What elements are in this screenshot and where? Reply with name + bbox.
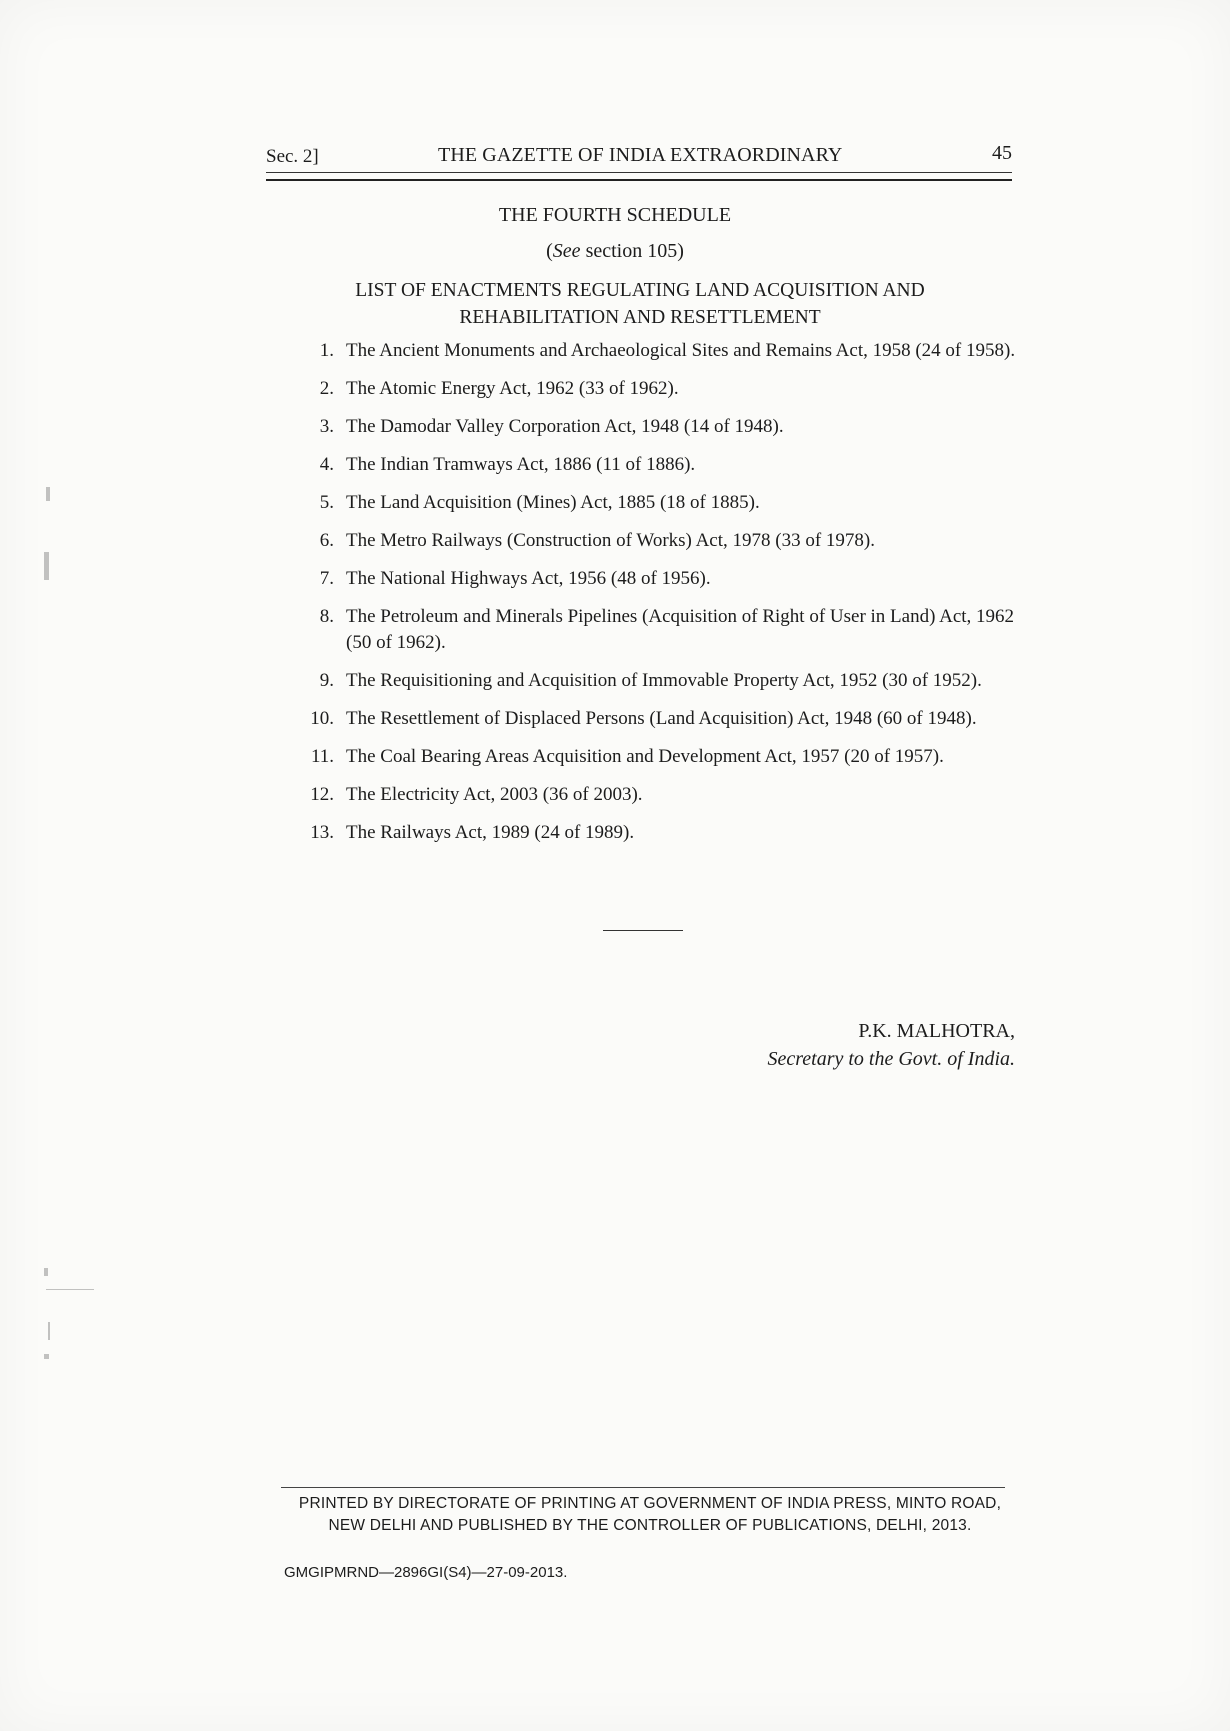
item-text: The Atomic Energy Act, 1962 (33 of 1962). xyxy=(346,378,679,399)
item-text: The Land Acquisition (Mines) Act, 1885 (18 of 1885). xyxy=(346,492,760,513)
item-number: 7. xyxy=(319,568,334,589)
page-number: 45 xyxy=(992,142,1012,164)
item-number: 2. xyxy=(319,378,334,399)
enactment-item xyxy=(300,668,1020,694)
list-heading-line2: REHABILITATION AND RESETTLEMENT xyxy=(459,307,821,328)
list-heading xyxy=(0,277,1230,331)
item-number: 12. xyxy=(310,784,334,805)
enactment-item xyxy=(300,782,1020,808)
scan-artifact xyxy=(46,487,50,501)
imprint-line1: PRINTED BY DIRECTORATE OF PRINTING AT GOVERNMENT OF INDIA PRESS, MINTO ROAD, xyxy=(298,1495,1002,1512)
item-number: 10. xyxy=(310,708,334,729)
signatory-block xyxy=(767,1017,1015,1073)
enactment-item xyxy=(300,604,1020,656)
enactment-item xyxy=(300,706,1020,732)
item-number: 6. xyxy=(319,530,334,551)
enactment-item xyxy=(300,528,1020,554)
item-text: The Metro Railways (Construction of Works) Act, 1978 (33 of 1978). xyxy=(346,530,875,551)
item-text: The Coal Bearing Areas Acquisition and Development Act, 1957 (20 of 1957). xyxy=(346,746,944,767)
item-number: 8. xyxy=(319,606,334,627)
item-number: 13. xyxy=(310,822,334,843)
enactment-item xyxy=(300,376,1020,402)
section-label: Sec. 2] xyxy=(266,146,319,167)
scan-artifact xyxy=(44,1268,48,1276)
section-divider xyxy=(603,930,683,931)
item-text: The Resettlement of Displaced Persons (Land Acquisition) Act, 1948 (60 of 1948). xyxy=(346,708,977,729)
scan-artifact xyxy=(44,1354,49,1359)
printer-imprint xyxy=(280,1493,1020,1537)
see-word: See xyxy=(552,240,581,262)
gazette-header xyxy=(266,142,1012,176)
enactment-item xyxy=(300,566,1020,592)
enactment-item xyxy=(300,490,1020,516)
item-text: The National Highways Act, 1956 (48 of 1956). xyxy=(346,568,711,589)
section-reference: section 105) xyxy=(580,240,684,262)
list-heading-line1: LIST OF ENACTMENTS REGULATING LAND ACQUISITION AND xyxy=(355,280,925,301)
footer-rule xyxy=(281,1487,1005,1488)
scan-artifact xyxy=(48,1322,50,1340)
enactment-item xyxy=(300,338,1020,364)
scan-artifact xyxy=(46,1289,94,1290)
item-number: 9. xyxy=(319,670,334,691)
item-text: The Damodar Valley Corporation Act, 1948 (14 of 1948). xyxy=(346,416,784,437)
enactment-item xyxy=(300,744,1020,770)
signatory-name: P.K. MALHOTRA, xyxy=(858,1020,1015,1042)
scan-artifact xyxy=(44,552,49,580)
print-code: GMGIPMRND—2896GI(S4)—27-09-2013. xyxy=(284,1564,568,1581)
enactment-item xyxy=(300,452,1020,478)
item-number: 3. xyxy=(319,416,334,437)
header-rule-thick xyxy=(266,179,1012,181)
enactment-list xyxy=(300,338,1020,858)
enactment-item xyxy=(300,414,1020,440)
item-text: The Indian Tramways Act, 1886 (11 of 1886). xyxy=(346,454,696,475)
item-number: 4. xyxy=(319,454,334,475)
item-text: The Railways Act, 1989 (24 of 1989). xyxy=(346,822,635,843)
imprint-line2: NEW DELHI AND PUBLISHED BY THE CONTROLLER OF PUBLICATIONS, DELHI, 2013. xyxy=(328,1517,972,1534)
item-text: The Ancient Monuments and Archaeological Sites and Remains Act, 1958 (24 of 1958). xyxy=(346,340,1016,361)
header-rule xyxy=(266,172,1012,173)
item-number: 11. xyxy=(310,746,334,767)
schedule-title: THE FOURTH SCHEDULE xyxy=(498,204,732,226)
item-number: 1. xyxy=(319,340,334,361)
gazette-title: THE GAZETTE OF INDIA EXTRAORDINARY xyxy=(438,144,843,166)
item-text: The Petroleum and Minerals Pipelines (Acquisition of Right of User in Land) Act, 1962 (50 of 1962). xyxy=(346,606,1015,653)
item-number: 5. xyxy=(319,492,334,513)
enactment-item xyxy=(300,820,1020,846)
item-text: The Electricity Act, 2003 (36 of 2003). xyxy=(346,784,643,805)
item-text: The Requisitioning and Acquisition of Immovable Property Act, 1952 (30 of 1952). xyxy=(346,670,982,691)
see-section-reference: (See section 105) xyxy=(546,240,684,262)
signatory-designation: Secretary to the Govt. of India. xyxy=(767,1048,1015,1070)
